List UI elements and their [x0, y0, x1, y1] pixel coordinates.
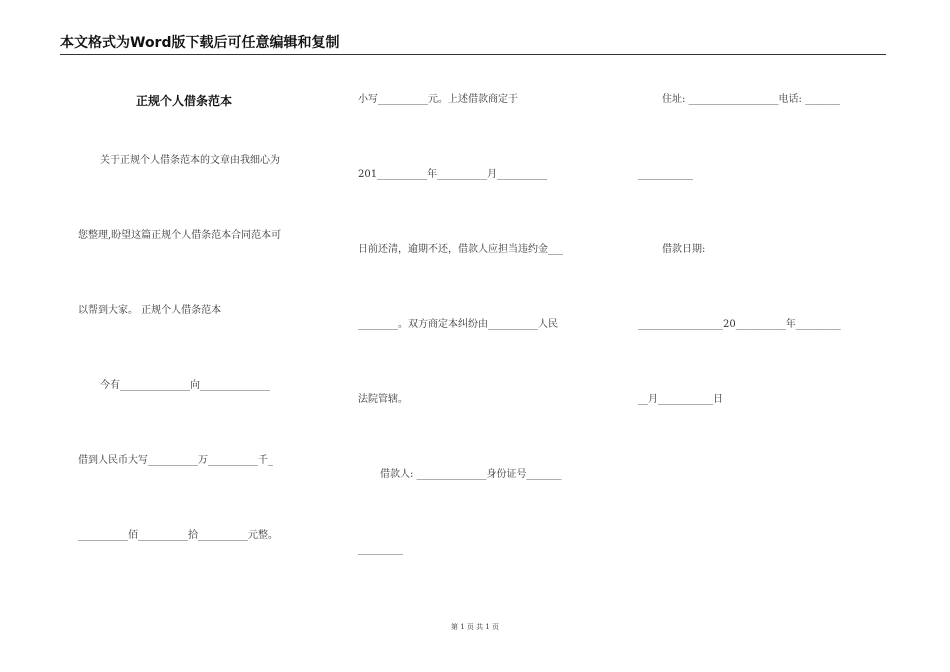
document-title: 正规个人借条范本 — [136, 94, 233, 108]
text-line: ________。双方商定本纠纷由__________人民 — [358, 319, 558, 330]
text-line: 关于正规个人借条范本的文章由我细心为 — [100, 155, 280, 166]
text-line: __月___________日 — [638, 394, 723, 405]
text-line: 借到人民币大写__________万__________千_ — [78, 455, 273, 466]
text-line: 法院管辖。 — [358, 394, 408, 405]
text-line: 借款人: ______________身份证号_______ — [380, 469, 562, 480]
text-line: 以帮到大家。 正规个人借条范本 — [78, 305, 222, 316]
text-line: ___________ — [638, 169, 693, 180]
header-title: 本文格式为Word版下载后可任意编辑和复制 — [60, 35, 340, 51]
text-line: 借款日期: — [662, 244, 706, 255]
text-line: 您整理,盼望这篇正规个人借条范本合同范本可 — [78, 230, 282, 241]
text-line: 住址: __________________电话: _______ — [662, 94, 841, 105]
page-footer: 第 1 页 共 1 页 — [450, 623, 500, 631]
text-line: __________佰__________拾__________元整。 — [78, 530, 278, 541]
page-header — [60, 34, 886, 55]
text-line: 小写__________元。上述借款商定于 — [358, 94, 518, 105]
text-line: _________ — [358, 544, 403, 555]
text-line: 日前还清，逾期不还，借款人应担当违约金___ — [358, 244, 563, 255]
text-line: 今有______________向______________ — [100, 380, 270, 391]
text-line: 201__________年__________月__________ — [358, 169, 548, 180]
text-line: _________________20__________年_________ — [638, 319, 841, 330]
